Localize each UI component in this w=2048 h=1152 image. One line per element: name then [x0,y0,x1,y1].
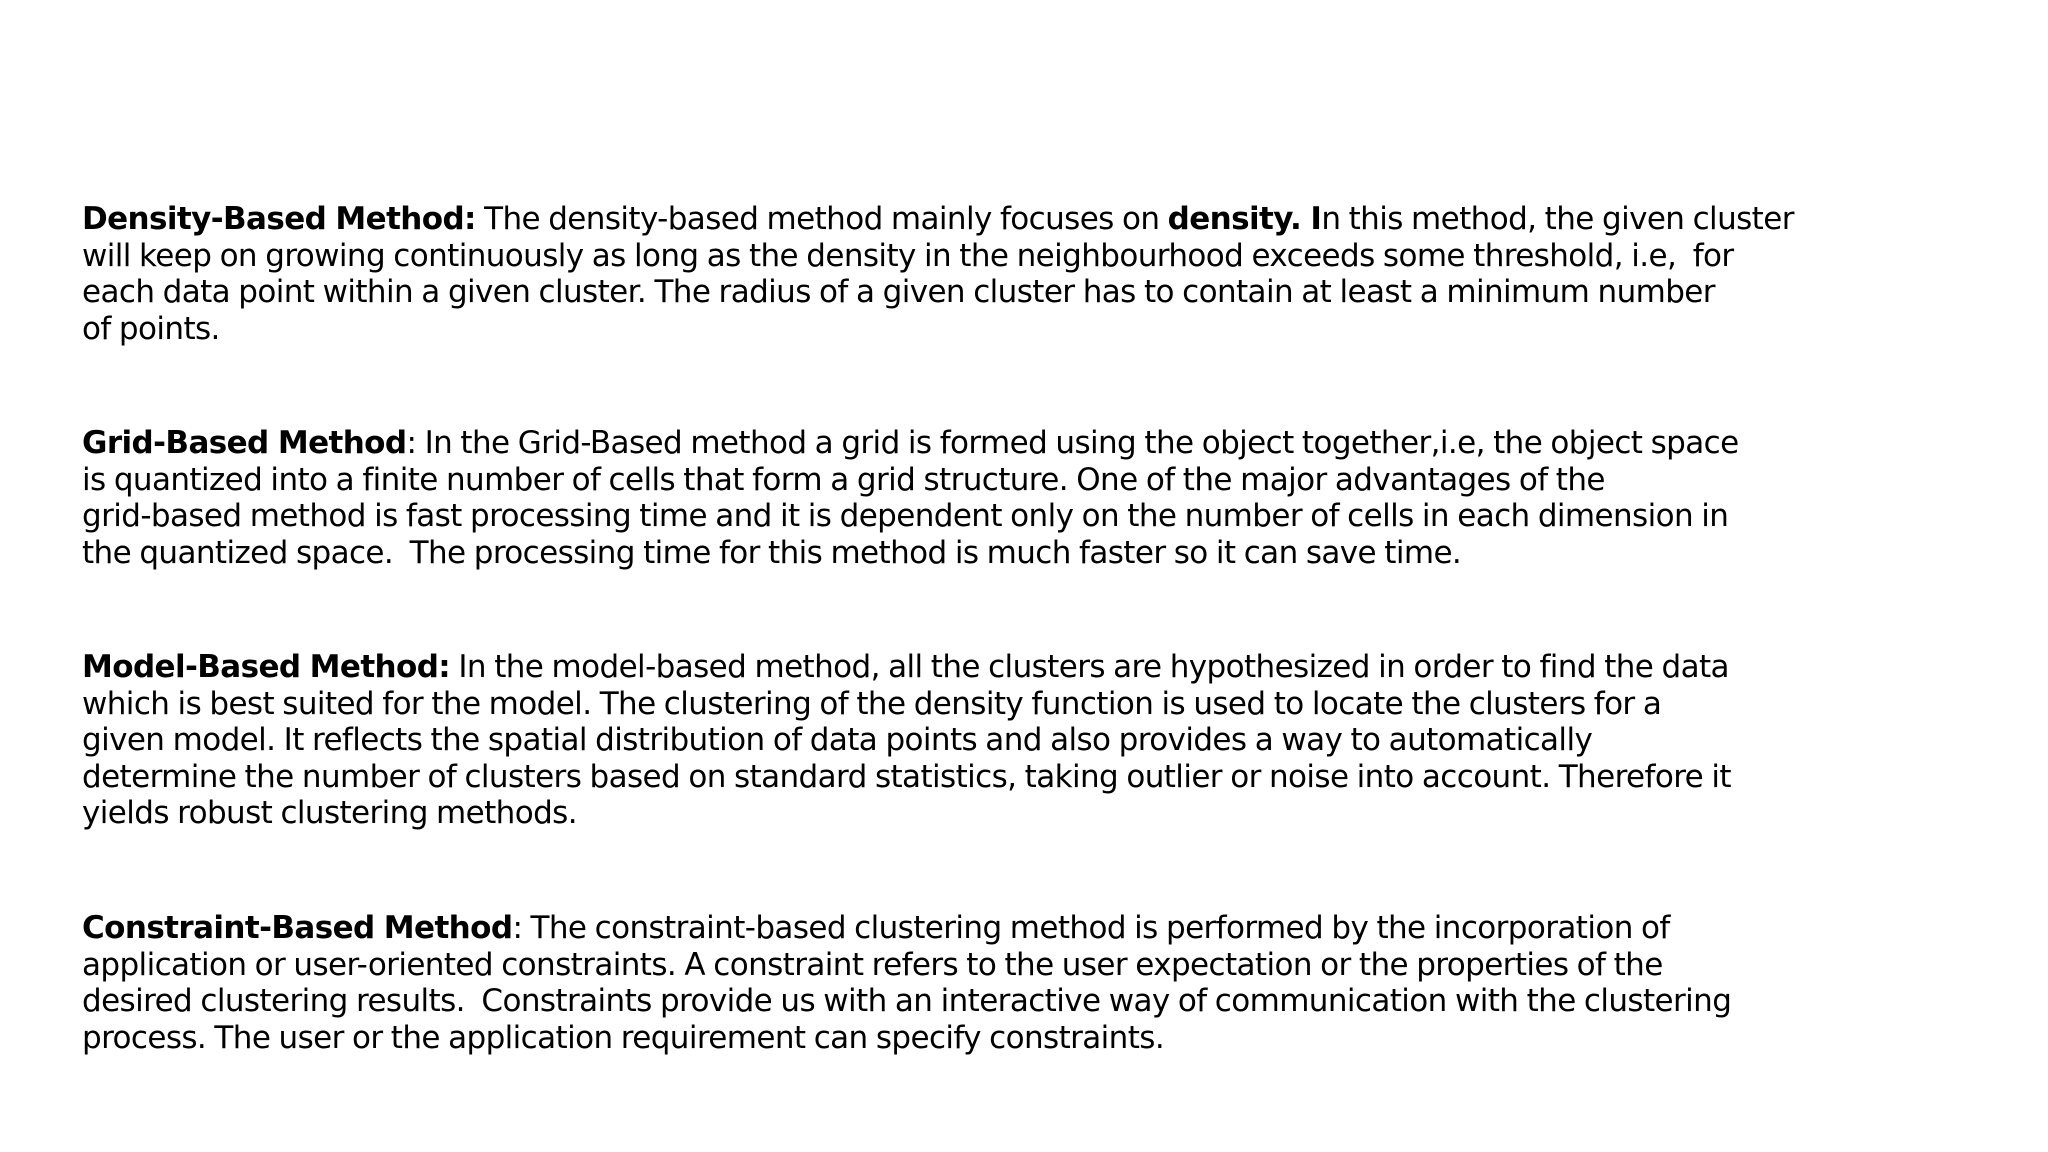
constraint-line-1 [82,910,1902,947]
grid-line-1 [82,425,1902,462]
grid-line-1-text: : In the Grid-Based method a grid is formed using the object together,i.e, the object space [406,425,1739,461]
density-line-2: will keep on growing continuously as long as the density in the neighbourhood exceeds some threshold, i.e, for [82,237,1734,274]
grid-line-3: grid-based method is fast processing time and it is dependent only on the number of cells in each dimension in [82,498,1729,534]
model-line-1 [82,649,1902,686]
density-line-1 [82,201,1902,238]
model-line-4: determine the number of clusters based on standard statistics, taking outlier or noise into account. Therefore it [82,758,1731,795]
grid-line-2: is quantized into a finite number of cells that form a grid structure. One of the major advantages of the [82,461,1605,498]
model-based-method-heading: Model-Based Method: [82,649,451,685]
model-line-5: yields robust clustering methods. [82,795,577,831]
constraint-line-3: desired clustering results. Constraints provide us with an interactive way of communication with the clustering [82,983,1732,1019]
grid-line-4: the quantized space. The processing time for this method is much faster so it can save time. [82,534,1462,571]
model-line-3: given model. It reflects the spatial distribution of data points and also provides a way to automatically [82,722,1593,758]
model-based-method-paragraph [82,649,1902,832]
constraint-line-4: process. The user or the application requirement can specify constraints. [82,1019,1165,1056]
density-based-method-heading: Density-Based Method: [82,201,476,237]
density-line-4: of points. [82,310,220,347]
constraint-based-method-paragraph [82,910,1902,1056]
model-line-2: which is best suited for the model. The clustering of the density function is used to locate the clusters for a [82,685,1662,722]
density-line-3: each data point within a given cluster. The radius of a given cluster has to contain at least a minimum number [82,274,1715,310]
constraint-based-method-heading: Constraint-Based Method [82,910,513,946]
density-line-1-end: n this method, the given cluster [1321,201,1794,237]
constraint-line-1-text: : The constraint-based clustering method is performed by the incorporation of [512,910,1670,946]
constraint-line-2: application or user-oriented constraints. A constraint refers to the user expectation or the properties of the [82,946,1663,983]
density-emphasis: density. I [1167,201,1322,237]
grid-based-method-paragraph [82,425,1902,571]
density-line-1-text: The density-based method mainly focuses on [475,201,1168,237]
model-line-1-text: In the model-based method, all the clusters are hypothesized in order to find the data [450,649,1729,685]
density-based-method-paragraph [82,201,1902,347]
grid-based-method-heading: Grid-Based Method [82,425,407,461]
